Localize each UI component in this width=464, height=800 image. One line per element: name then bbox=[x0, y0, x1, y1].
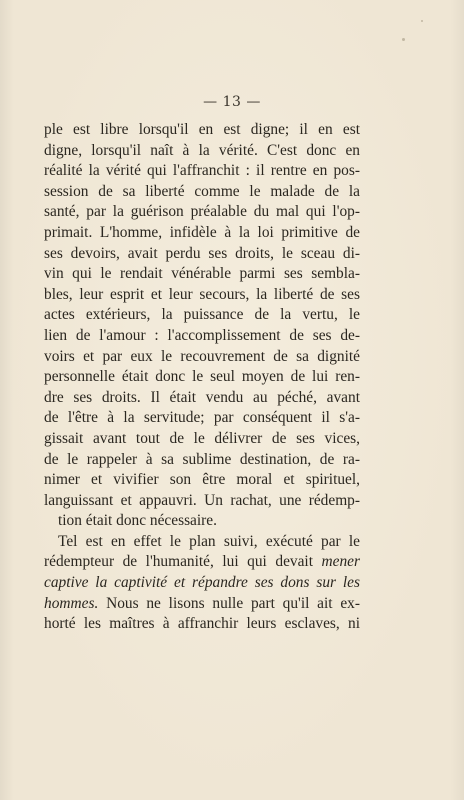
italic-span: mener bbox=[321, 553, 360, 571]
text-line: primait. L'homme, infidèle à la loi primitive de bbox=[44, 223, 360, 241]
text-line: bles, leur esprit et leur secours, la liberté de ses bbox=[44, 285, 360, 303]
paper-spot bbox=[421, 20, 423, 22]
text-line: horté les maîtres à affranchir leurs esclaves, ni bbox=[44, 615, 360, 633]
text-span: rédempteur de l'humanité, lui qui devait bbox=[44, 553, 322, 571]
text-line: ses devoirs, avait perdu ses droits, le sceau di- bbox=[44, 244, 360, 262]
paper-spot bbox=[402, 38, 405, 41]
text-line: ple est libre lorsqu'il en est digne; il en est bbox=[44, 121, 360, 138]
text-line: de le rappeler à sa sublime destination, de ra- bbox=[44, 450, 360, 468]
text-line: nimer et vivifier son être moral et spirituel, bbox=[44, 471, 360, 489]
text-line: santé, par la guérison préalable du mal qui l'op- bbox=[44, 203, 360, 221]
text-line: digne, lorsqu'il naît à la vérité. C'est donc en bbox=[44, 141, 360, 159]
text-line: de l'être à la servitude; par conséquent il s'a- bbox=[44, 409, 360, 427]
text-line: languissant et appauvri. Un rachat, une rédemp- bbox=[44, 491, 360, 509]
body-text bbox=[44, 120, 360, 635]
text-line: lien de l'amour : l'accomplissement de ses de- bbox=[44, 326, 360, 344]
page-number-header: — 13 — bbox=[203, 94, 261, 110]
text-line: gissait avant tout de le délivrer de ses vices, bbox=[44, 429, 360, 447]
text-line: personnelle était donc le seul moyen de lui ren- bbox=[44, 368, 360, 386]
text-line bbox=[44, 594, 360, 615]
text-line: session de sa liberté comme le malade de la bbox=[44, 182, 360, 200]
italic-span: hommes. bbox=[44, 594, 99, 612]
text-line: actes extérieurs, la puissance de la vertu, le bbox=[44, 306, 360, 324]
text-line: vin qui le rendait vénérable parmi ses sembla- bbox=[44, 265, 360, 283]
text-line: tion était donc nécessaire. bbox=[58, 512, 217, 530]
text-line: voirs et par eux le recouvrement de sa dignité bbox=[44, 347, 360, 365]
italic-span: captive la captivité et répandre ses dons sur les bbox=[44, 574, 360, 592]
text-span: Nous ne lisons nulle part qu'il ait ex- bbox=[98, 594, 360, 612]
text-line: dre ses droits. Il était vendu au péché, avant bbox=[44, 388, 360, 406]
text-line: Tel est en effet le plan suivi, exécuté par le bbox=[58, 532, 360, 550]
text-line bbox=[44, 552, 360, 573]
text-line bbox=[44, 573, 360, 594]
text-line: réalité la vérité qui l'affranchit : il rentre en pos- bbox=[44, 162, 360, 180]
